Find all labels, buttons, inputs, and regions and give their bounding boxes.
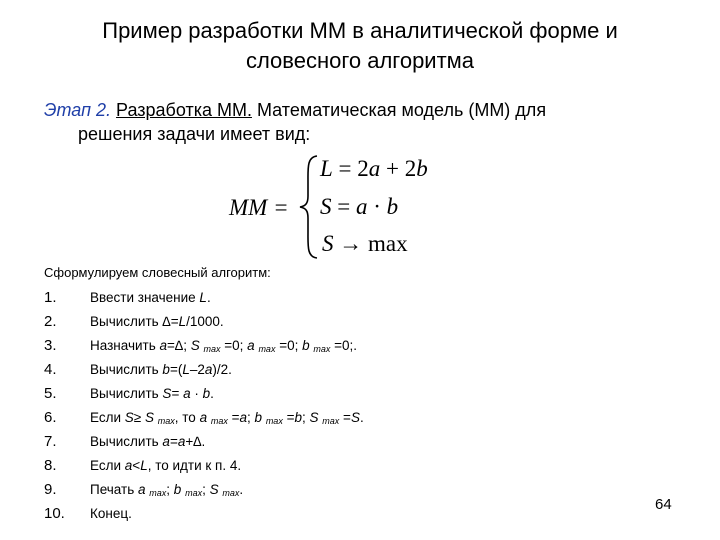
- step-text: Вычислить b=(L–2a)/2.: [90, 362, 232, 377]
- slide-title-line-2: словесного алгоритма: [245, 48, 475, 73]
- algorithm-step: [44, 406, 664, 430]
- algorithm-steps-list: [44, 286, 664, 526]
- algorithm-step: [44, 454, 664, 478]
- step-number: 7.: [44, 433, 57, 450]
- slide-title: [40, 16, 680, 76]
- math-model-formula: [0, 150, 720, 262]
- step-text: Конец.: [90, 506, 132, 521]
- stage-title: Разработка ММ.: [116, 100, 252, 120]
- page-number: 64: [655, 496, 672, 513]
- step-number: 2.: [44, 313, 57, 330]
- step-text: Назначить a=∆; S $_{max}$ =0; a $_{max}$ =0; b $_{max}$ =0;.: [90, 338, 358, 354]
- step-text: Если a<L, то идти к п. 4.: [90, 458, 242, 473]
- stage-text: Математическая модель (ММ) для: [251, 100, 547, 120]
- formula-row-objective: S → max: [322, 231, 408, 256]
- step-number: 8.: [44, 457, 57, 474]
- slide-title-line-1: Пример разработки ММ в аналитической форме и: [102, 18, 618, 43]
- step-text: Если S≥ S $_{max}$, то a $_{max}$ =a; b $_{max}$ =b; S $_{max}$ =S.: [90, 410, 364, 426]
- algorithm-step: [44, 382, 664, 406]
- step-text: Печать a $_{max}$; b $_{max}$; S $_{max}$.: [90, 482, 244, 498]
- step-text: Вычислить a=a+∆.: [90, 434, 206, 449]
- stage-text-continued: решения задачи имеет вид:: [78, 124, 311, 144]
- step-number: 6.: [44, 409, 57, 426]
- algorithm-step: [44, 286, 664, 310]
- step-text: Вычислить ∆=L/1000.: [90, 314, 224, 329]
- step-number: 5.: [44, 385, 57, 402]
- step-number: 3.: [44, 337, 57, 354]
- formula-row-perimeter: L = 2a + 2b: [320, 156, 428, 181]
- step-number: 1.: [44, 289, 57, 306]
- formula-lhs: MM =: [229, 195, 289, 220]
- algorithm-step: [44, 478, 664, 502]
- algorithm-step: [44, 502, 664, 526]
- algorithm-intro: Сформулируем словесный алгоритм:: [44, 265, 271, 280]
- algorithm-step: [44, 358, 664, 382]
- formula-row-area: S = a · b: [320, 194, 399, 219]
- algorithm-step: [44, 310, 664, 334]
- step-number: 4.: [44, 361, 57, 378]
- stage-paragraph: [44, 98, 684, 146]
- step-text: Вычислить S= a · b.: [90, 386, 214, 401]
- step-text: Ввести значение L.: [90, 290, 211, 305]
- algorithm-step: [44, 334, 664, 358]
- left-brace-icon: [298, 154, 320, 260]
- algorithm-step: [44, 430, 664, 454]
- step-number: 10.: [44, 505, 65, 522]
- stage-label: Этап 2.: [44, 100, 112, 120]
- step-number: 9.: [44, 481, 57, 498]
